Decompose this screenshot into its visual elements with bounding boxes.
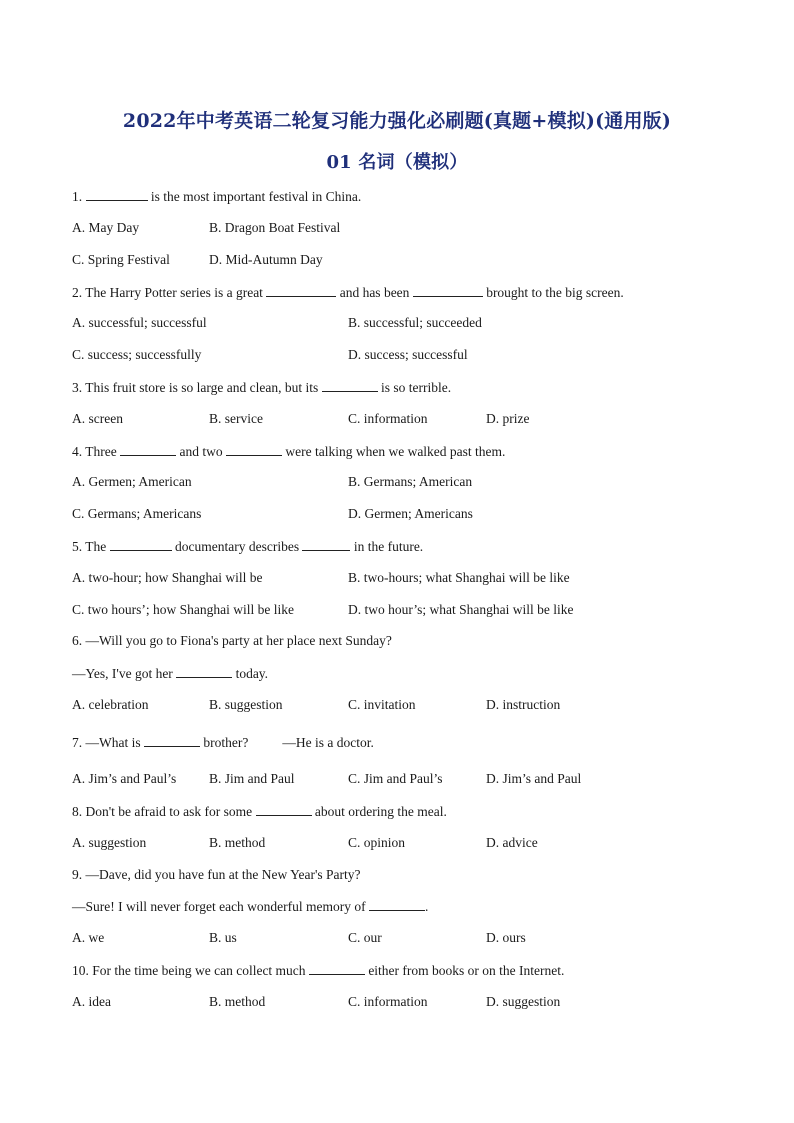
answer-option[interactable]: C. success; successfully (72, 347, 202, 362)
answer-option[interactable]: D. advice (486, 835, 538, 850)
answer-option[interactable]: C. two hours’; how Shanghai will be like (72, 602, 294, 617)
answer-blank (256, 803, 312, 816)
stem-text: today. (232, 666, 269, 681)
question-stem (72, 803, 447, 820)
stem-text: in the future. (350, 539, 424, 554)
page-title: 2022年中考英语二轮复习能力强化必刷题(真题+模拟)(通用版) (122, 110, 672, 132)
answer-blank (322, 379, 378, 392)
answer-option[interactable]: A. Jim’s and Paul’s (72, 771, 177, 786)
stem-text: 8. Don't be afraid to ask for some (72, 804, 256, 819)
stem-text: 3. This fruit store is so large and clean, but its (72, 380, 322, 395)
answer-blank (144, 734, 200, 747)
answer-blank (176, 665, 232, 678)
stem-text: either from books or on the Internet. (364, 963, 565, 978)
question-stem (72, 734, 374, 751)
answer-option[interactable]: B. us (209, 930, 237, 945)
stem-text: —Yes, I've got her (72, 666, 177, 681)
stem-text: about ordering the meal. (311, 804, 447, 819)
answer-option[interactable]: B. method (209, 994, 266, 1009)
answer-option[interactable]: B. method (209, 835, 266, 850)
question-stem-reply (72, 898, 428, 915)
stem-text: 1. (72, 189, 86, 204)
answer-option[interactable]: D. two hour’s; what Shanghai will be like (348, 602, 574, 617)
answer-option[interactable]: A. suggestion (72, 835, 147, 850)
answer-option[interactable]: A. screen (72, 411, 123, 426)
question-stem (72, 867, 361, 883)
answer-option[interactable]: C. opinion (348, 835, 406, 850)
answer-option[interactable]: A. successful; successful (72, 315, 207, 330)
stem-text: —He is a doctor. (282, 735, 374, 750)
stem-text: documentary describes (171, 539, 303, 554)
stem-text: —Sure! I will never forget each wonderful memory of (72, 899, 370, 914)
answer-option[interactable]: B. Germans; American (348, 474, 473, 489)
answer-option[interactable]: D. Jim’s and Paul (486, 771, 582, 786)
stem-text: is the most important festival in China. (147, 189, 362, 204)
answer-blank (120, 443, 176, 456)
stem-text: 10. For the time being we can collect much (72, 963, 309, 978)
answer-option[interactable]: C. Jim and Paul’s (348, 771, 443, 786)
answer-option[interactable]: C. Germans; Americans (72, 506, 202, 521)
answer-option[interactable]: B. Dragon Boat Festival (209, 220, 341, 235)
answer-option[interactable]: D. ours (486, 930, 526, 945)
stem-text: 7. —What is (72, 735, 144, 750)
answer-blank (86, 188, 148, 201)
answer-option[interactable]: C. our (348, 930, 382, 945)
answer-option[interactable]: A. celebration (72, 697, 149, 712)
question-stem (72, 962, 564, 979)
stem-text: . (425, 899, 429, 914)
stem-text: 5. The (72, 539, 110, 554)
question-stem (72, 633, 392, 649)
answer-option[interactable]: D. instruction (486, 697, 561, 712)
answer-option[interactable]: C. information (348, 411, 428, 426)
stem-text: 4. Three (72, 444, 121, 459)
answer-blank (309, 962, 365, 975)
stem-text: brought to the big screen. (482, 285, 624, 300)
answer-option[interactable]: B. suggestion (209, 697, 283, 712)
answer-blank (226, 443, 282, 456)
stem-text: 2. The Harry Potter series is a great (72, 285, 267, 300)
answer-option[interactable]: B. successful; succeeded (348, 315, 482, 330)
answer-option[interactable]: A. May Day (72, 220, 140, 235)
stem-text: is so terrible. (377, 380, 452, 395)
stem-text: 6. —Will you go to Fiona's party at her place next Sunday? (72, 633, 392, 648)
answer-option[interactable]: D. prize (486, 411, 530, 426)
question-stem (72, 188, 361, 205)
answer-blank (369, 898, 425, 911)
question-stem-reply (72, 665, 268, 682)
answer-blank (413, 284, 483, 297)
answer-option[interactable]: A. we (72, 930, 105, 945)
answer-option[interactable]: C. information (348, 994, 428, 1009)
answer-blank (302, 538, 350, 551)
question-stem (72, 538, 423, 555)
stem-text: were talking when we walked past them. (281, 444, 506, 459)
page-subtitle: 01 名词（模拟） (326, 152, 468, 173)
question-stem (72, 284, 624, 301)
stem-text: and two (176, 444, 226, 459)
answer-option[interactable]: A. idea (72, 994, 111, 1009)
question-stem (72, 379, 451, 396)
answer-option[interactable]: D. suggestion (486, 994, 561, 1009)
answer-option[interactable]: D. Germen; Americans (348, 506, 473, 521)
stem-text: brother? (200, 735, 249, 750)
answer-option[interactable]: B. Jim and Paul (209, 771, 295, 786)
answer-option[interactable]: C. invitation (348, 697, 416, 712)
answer-option[interactable]: B. two-hours; what Shanghai will be like (348, 570, 570, 585)
answer-option[interactable]: A. Germen; American (72, 474, 192, 489)
answer-option[interactable]: D. success; successful (348, 347, 468, 362)
answer-option[interactable]: A. two-hour; how Shanghai will be (72, 570, 263, 585)
question-stem (72, 443, 505, 460)
stem-text: 9. —Dave, did you have fun at the New Year's Party? (72, 867, 361, 882)
answer-option[interactable]: D. Mid-Autumn Day (209, 252, 323, 267)
answer-option[interactable]: B. service (209, 411, 263, 426)
answer-blank (110, 538, 172, 551)
stem-text: and has been (336, 285, 413, 300)
answer-option[interactable]: C. Spring Festival (72, 252, 170, 267)
answer-blank (266, 284, 336, 297)
